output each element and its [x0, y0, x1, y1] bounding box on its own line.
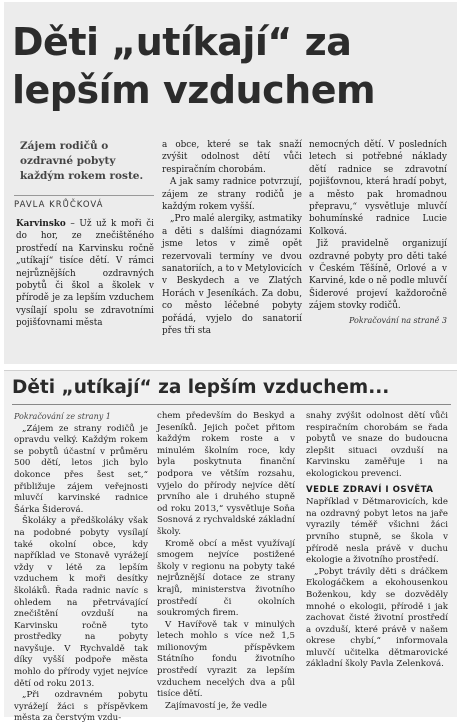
- subheading: VEDLE ZDRAVÍ I OSVĚTA: [306, 484, 434, 495]
- paragraph: Zajímavostí je, že vedle: [165, 700, 267, 711]
- paragraph: „Při ozdravném pobytu vyrážejí žáci s příspěvkem města za čerstvým vzdu-: [14, 690, 148, 724]
- paragraph: chem především do Beskyd a Jeseníků. Jejich počet přitom každým rokem roste a v minulém školním roce, kdy byla poskytnuta finanční podpora ve větším rozsahu, vyjelo do přírody nejvíce dětí prvního ale i druhého stupně od roku 2013,“ vysvětluje Soňa Sosnová z rychvaldské základní školy.: [157, 411, 295, 537]
- article-column-1: [16, 218, 154, 330]
- headline: Děti „utíkají“ za lepším vzduchem...: [12, 377, 390, 398]
- paragraph: „Pobyt trávily děti s dráčkem Ekologáčkem a ekohousenkou Boženkou, kdy se dozvěděly mnohé o ekologii, přírodě i jak zachovat čisté životní prostředí a ovzduší, které právě v našem okrese chybí,“ informovala mluvčí učitelka dětmarovické základní školy Pavla Zelenková.: [306, 566, 448, 670]
- divider: [12, 404, 451, 405]
- article-column-1: [14, 411, 148, 725]
- paragraph: „Zájem ze strany rodičů je opravdu velký. Každým rokem se pobytů účastní v průměru 500 dětí, letos jich bylo dokonce přes šest set,“ přibližuje zájem veřejnosti mluvčí karvinské radnice Šárka Šiderová.: [14, 423, 148, 515]
- paragraph: A jak samy radnice potvrzují, zájem ze strany rodičů je každým rokem vyšší.: [162, 177, 302, 213]
- continued-from-note: Pokračování ze strany 1: [14, 412, 111, 421]
- byline: PAVLA KRŮČKOVÁ: [14, 195, 154, 210]
- headline: Děti „utíkají“ za lepším vzduchem: [12, 20, 376, 112]
- paragraph: V Havířově tak v minulých letech mohlo s více než 1,5 milionovým příspěvkem Státního fondu životního prostředí vyrazit za lepším vzduchem necelých dva a půl tisíce dětí.: [157, 619, 295, 700]
- article-column-3: [306, 411, 448, 671]
- continued-note: Pokračování na straně 3: [348, 315, 447, 325]
- paragraph: Například v Dětmarovicích, kde na ozdravný pobyt letos na jaře vyrazily téměř všichni žáci prvního stupně, se škola v přírodě nesla právě v duchu ekologie a životního prostředí.: [306, 497, 448, 566]
- article-clipping-top: [4, 2, 457, 364]
- paragraph: nemocných dětí. V posledních letech si potřebné náklady dětí radnice se zdravotní pojišťovnou, která hradí pobyt, a město pak hromadnou přepravu,“ vysvětluje mluvčí bohumínské radnice Lucie Kolková.: [309, 140, 447, 237]
- paragraph: a obce, které se tak snaží zvýšit odolnost dětí vůči respiračním chorobám.: [162, 140, 302, 175]
- article-column-3: [309, 139, 447, 327]
- paragraph: snahy zvýšit odolnost dětí vůči respiračním chorobám se řada pobytů ve snaze do budoucna zlepšit situaci ovzduší na Karvinsku zaměřuje i na ekologickou prevenci.: [306, 411, 448, 479]
- lead-paragraph: Zájem rodičů o ozdravné pobyty každým rokem roste.: [20, 140, 144, 182]
- paragraph: „Pro malé alergiky, astmatiky a děti s dalšími diagnózami jsme letos v zimě opět rezervovali termíny ve dvou sanatoriích, a to v Metylovicích v Beskydech a ve Zlatých Horách v Jeseníkách. Za dobu, co město léčebné pobyty pořádá, vyjelo do sanatorií přes tři sta: [162, 214, 302, 337]
- paragraph-text: – Už už k moři či do hor, ze znečištěného prostředí na Karvinsku ročně „utíkají“ tisíce dětí. V rámci nejrůznějších ozdravných pobytů či škol a školek v přírodě je za lepším vzduchem vysílají spolu se zdravotními pojišťovnami města: [16, 219, 154, 329]
- paragraph: Školáky a předškoláky však na podobné pobyty vysílají také okolní obce, kdy například ve Stonavě vyrážejí vždy v létě za lepším vzduchem k moři desítky školáků. Řada radnic navíc s ohledem na přetrvávající znečištění ovzduší na Karvinsku ročně tyto prostředky na pobyty navyšuje. V Rychvaldě tak díky vyšší podpoře města mohlo do přírody vyjet nejvíce dětí od roku 2013.: [14, 516, 148, 689]
- dateline-place: Karvinsko: [16, 219, 66, 229]
- paragraph: Kromě obcí a měst využívají smogem nejvíce postižené školy v regionu na pobyty také nejrůznější dotace ze strany krajů, ministerstva životního prostředí či okolních soukromých firem.: [157, 538, 295, 619]
- article-column-2: [162, 139, 302, 338]
- paragraph: Již pravidelně organizují ozdravné pobyty pro děti také v Českém Těšíně, Orlové a v Karviné, kde o ně podle mluvčí Šiderové projeví každoročně zájem stovky rodičů.: [309, 239, 447, 312]
- article-clipping-bottom: [4, 370, 457, 724]
- article-column-2: [157, 411, 295, 712]
- paragraph: [16, 218, 154, 330]
